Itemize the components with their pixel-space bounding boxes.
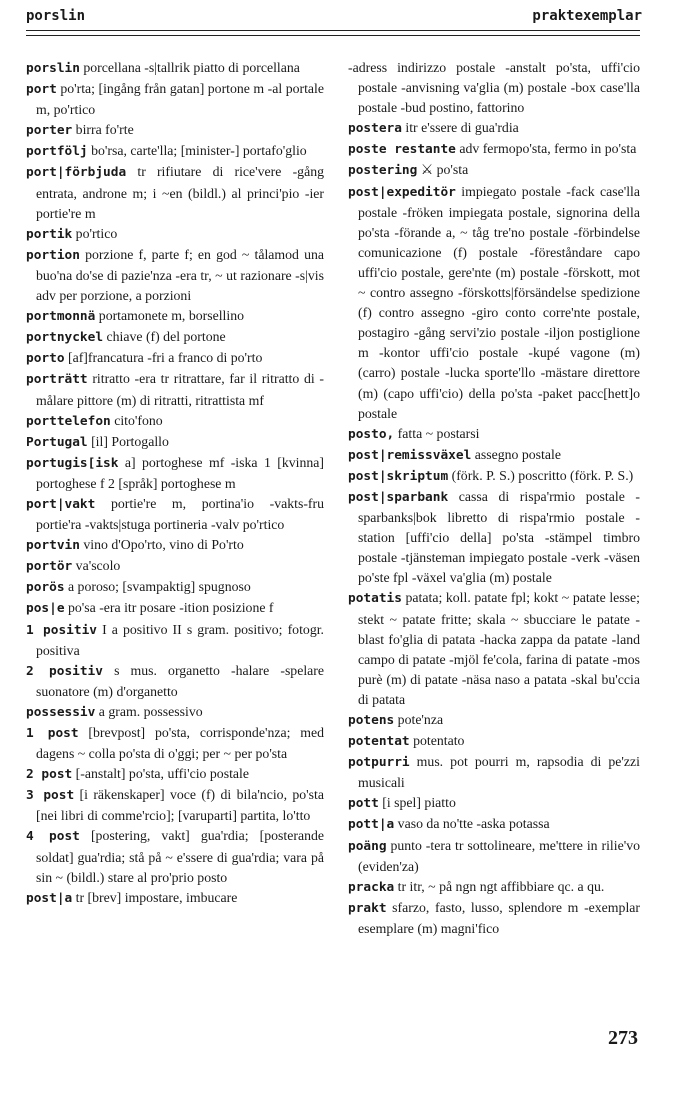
entry-headword: Portugal	[26, 434, 88, 450]
dictionary-entry	[348, 752, 640, 793]
entry-headword: portion	[26, 247, 80, 263]
entry-headword: poste restante	[348, 142, 456, 158]
entry-definition: [brevpost] po'sta, corrisponde'nza; med dagens ~ colla po'sta di o'ggi; per ~ per po'sta	[36, 725, 324, 762]
dictionary-entry	[348, 898, 640, 939]
entry-definition: mus. pot pourri m, rapsodia di pe'zzi musicali	[358, 754, 640, 791]
entry-definition: tr rifiutare di rice'vere -gång entrata, androne m; i ~en (bildl.) al princi'pio -ier portie're m	[36, 164, 324, 221]
entry-definition: [postering, vakt] gua'rdia; [posterande soldat] gua'rdia; stå på ~ e'ssere di gua'rdia; vara på sin ~ (bildl.) stare al pro'prio posto	[36, 828, 324, 885]
dictionary-entry	[26, 369, 324, 410]
entry-definition: s mus. organetto -halare -spelare suonatore (m) d'organetto	[36, 662, 325, 699]
entry-definition: [-anstalt] po'sta, uffi'cio postale	[72, 766, 249, 782]
dictionary-entry	[348, 710, 640, 731]
entry-headword: porto	[26, 351, 65, 367]
entry-definition: porzione f, parte f; en god ~ tålamod una buo'na do'se di pazie'nza -era tr, ~ ut razionare -s|vis adv per porzione, a porzioni	[36, 246, 324, 304]
dictionary-entry	[26, 723, 324, 764]
dictionary-entry	[26, 661, 324, 702]
entry-headword: postering	[348, 163, 418, 179]
dictionary-entry	[348, 836, 640, 877]
dictionary-entry	[348, 118, 640, 139]
entry-headword: post|sparbank	[348, 489, 449, 505]
dictionary-entry	[348, 877, 640, 898]
entry-definition: bo'rsa, carte'lla; [minister-] portafo'glio	[87, 143, 307, 159]
entry-headword: portfölj	[26, 144, 88, 160]
dictionary-entry	[26, 620, 324, 661]
entry-headword: portör	[26, 559, 73, 575]
left-column	[26, 58, 324, 909]
dictionary-entry	[26, 432, 324, 453]
entry-headword: porttelefon	[26, 413, 111, 429]
entry-headword: port	[26, 82, 57, 98]
dictionary-entry	[26, 598, 324, 619]
dictionary-entry	[26, 245, 324, 306]
dictionary-entry	[26, 348, 324, 369]
dictionary-entry	[26, 826, 324, 887]
entry-headword: post|a	[26, 890, 73, 906]
dictionary-entry	[26, 162, 324, 223]
entry-headword: 2 post	[26, 767, 73, 783]
entry-definition: porcellana -s|tallrik piatto di porcellana	[79, 60, 300, 75]
dictionary-entry	[26, 888, 324, 909]
entry-headword: 1 post	[26, 726, 79, 741]
entry-headword: porter	[26, 123, 73, 139]
entry-definition: punto -tera tr sottolineare, me'ttere in rilie'vo (eviden'za)	[358, 837, 640, 874]
entry-headword: pott	[348, 796, 379, 812]
entry-definition: patata; koll. patate fpl; kokt ~ patate lesse; stekt ~ patate fritte; skala ~ sbucciare le patate -blast fo'glia di patata -hacka zappa da patate -land campo di patate -mjöl fe'cola, farina di patate -mos purè (m) di patate -näsa naso a patata -skal bu'ccia di patata	[358, 590, 640, 707]
dictionary-entry	[26, 556, 324, 577]
entry-definition: po'rta; [ingång från gatan] portone m -al portale m, po'rtico	[36, 81, 324, 118]
dictionary-entry	[26, 453, 324, 494]
entry-definition: a gram. possessivo	[95, 703, 203, 719]
dictionary-entry	[26, 494, 324, 535]
entry-headword: possessiv	[26, 704, 96, 720]
entry-definition: fatta ~ postarsi	[394, 425, 480, 441]
entry-definition: itr e'ssere di gua'rdia	[401, 120, 519, 136]
entry-headword: portugis[isk	[26, 455, 119, 471]
entry-definition: [il] Portogallo	[87, 433, 169, 449]
right-column	[348, 58, 640, 939]
entry-definition: cito'fono	[110, 412, 163, 428]
entry-definition: sfarzo, fasto, lusso, splendore m -exemplar esemplare (m) magni'fico	[358, 899, 640, 936]
entry-definition: impiegato postale -fack case'lla postale -fröken impiegata postale, signorina della po'sta -förande a, ~ tåg tre'no postale -förbindelse comunicazione (f) postale -föreståndare capo uffi'cio postale, gere'nte (m) postale -förskott, mot ~ contro assegno -förskotts|försändelse spedizione (f) contro assegno -giro conto corre'nte postale, postagiro -gång servi'zio postale -iljon postiglione m -kontor uffi'cio postale -kupé vagone (m) (carro) postale -lucka sporte'llo -mästare direttore (m) (capo uffi'cio) della po'sta -paket pacc[hett]o postale	[358, 183, 640, 421]
entry-definition: [i spel] piatto	[378, 795, 456, 811]
entry-headword: post|expeditör	[348, 184, 456, 200]
entry-headword: poäng	[348, 838, 387, 854]
entry-definition: I a positivo II s gram. positivo; fotogr. positiva	[36, 621, 324, 658]
entry-headword: postera	[348, 121, 402, 137]
dictionary-entry	[26, 535, 324, 556]
entry-definition: portamonete m, borsellino	[95, 308, 245, 324]
entry-headword: potatis	[348, 591, 402, 607]
entry-headword: potentat	[348, 734, 410, 750]
entry-headword: portvin	[26, 538, 80, 554]
entry-headword: 2 positiv	[26, 663, 103, 679]
entry-headword: post|remissväxel	[348, 447, 472, 463]
dictionary-entry	[26, 411, 324, 432]
entry-headword: pos|e	[26, 601, 65, 617]
dictionary-entry	[26, 577, 324, 598]
entry-definition: adv fermopo'sta, fermo in po'sta	[455, 141, 637, 157]
header-rule	[26, 30, 640, 31]
entry-definition: ritratto -era tr ritrattare, far il ritratto di -målare pittore (m) di ritratti, ritrattista mf	[36, 371, 324, 408]
entry-definition: a poroso; [svampaktig] spugnoso	[64, 579, 251, 595]
dictionary-entry	[348, 182, 640, 424]
dictionary-entry	[26, 79, 324, 120]
entry-definition: tr [brev] impostare, imbucare	[72, 889, 238, 905]
page-number: 273	[608, 1027, 638, 1049]
entry-headword: port|vakt	[26, 496, 96, 512]
dictionary-entry	[348, 160, 640, 181]
entry-definition: vaso da no'tte -aska potassa	[394, 816, 550, 832]
entry-definition: (förk. P. S.) poscritto (förk. P. S.)	[448, 467, 634, 483]
dictionary-entry	[348, 588, 640, 710]
dictionary-entry	[26, 224, 324, 245]
entry-definition: cassa di rispa'rmio postale -sparbanks|bok libretto di rispa'rmio postale -station [uffi'cio della] po'sta -stämpel timbro postale -tjänsteman impiegato postale -verk -väsen po'ste fpl -växel va'glia (m) postale	[358, 488, 640, 586]
dictionary-entry	[26, 764, 324, 785]
dictionary-entry	[26, 702, 324, 723]
entry-definition: chiave (f) del portone	[103, 329, 226, 345]
dictionary-entry	[348, 445, 640, 466]
entry-definition: va'scolo	[72, 558, 121, 574]
dictionary-entry	[348, 466, 640, 487]
dictionary-entry	[348, 814, 640, 835]
header-rule-double	[26, 35, 640, 36]
dictionary-entry	[348, 487, 640, 588]
dictionary-entry	[348, 793, 640, 814]
dictionary-entry	[348, 139, 640, 160]
entry-definition: pote'nza	[394, 712, 444, 727]
entry-headword: pott|a	[348, 817, 395, 833]
entry-headword: porträtt	[26, 372, 88, 388]
left-guide-word: porslin	[26, 8, 86, 24]
entry-definition: [af]francatura -fri a franco di po'rto	[64, 350, 263, 366]
entry-headword: post|skriptum	[348, 468, 449, 484]
entry-headword: potens	[348, 713, 395, 728]
entry-definition: tr itr, ~ på ngn ngt affibbiare qc. a qu.	[394, 878, 605, 894]
entry-headword: posto,	[348, 426, 395, 442]
dictionary-entry	[348, 424, 640, 445]
right-guide-word: praktexemplar	[532, 8, 642, 24]
dictionary-entry	[26, 120, 324, 141]
entry-headword: portnyckel	[26, 330, 104, 346]
entry-headword: porös	[26, 580, 65, 596]
entry-headword: 3 post	[26, 788, 75, 804]
entry-headword: portmonnä	[26, 309, 96, 325]
entry-definition: po'rtico	[72, 225, 118, 241]
entry-definition: potentato	[409, 733, 465, 749]
entry-headword: porslin	[26, 61, 80, 76]
entry-headword: pracka	[348, 879, 395, 895]
dictionary-entry	[348, 731, 640, 752]
dictionary-entry	[26, 141, 324, 162]
entry-headword: portik	[26, 226, 73, 242]
entry-definition: ⚔ po'sta	[417, 162, 469, 178]
entry-definition: assegno postale	[471, 446, 561, 462]
entry-definition: birra fo'rte	[72, 122, 134, 138]
entry-definition: -adress indirizzo postale -anstalt po'sta, uffi'cio postale -anvisning va'glia (m) postale -box case'lla postale -bud postino, fattorino	[348, 60, 640, 116]
dictionary-entry	[26, 327, 324, 348]
entry-definition: po'sa -era itr posare -ition posizione f	[64, 600, 274, 616]
entry-headword: 1 positiv	[26, 622, 97, 638]
entry-definition: a] portoghese mf -iska 1 [kvinna] portoghese f 2 [språk] portoghese m	[36, 454, 324, 491]
entry-headword: 4 post	[26, 829, 80, 845]
entry-definition: vino d'Opo'rto, vino di Po'rto	[79, 537, 244, 553]
entry-headword: port|förbjuda	[26, 165, 127, 181]
dictionary-entry	[26, 306, 324, 327]
dictionary-entry	[26, 58, 324, 79]
entry-headword: prakt	[348, 900, 387, 916]
dictionary-entry	[348, 58, 640, 118]
entry-definition: [i räkenskaper] voce (f) di bila'ncio, po'sta [nei libri di comme'rcio]; [varuparti] partita, lo'tto	[36, 787, 324, 824]
entry-definition: portie're m, portina'io -vakts-fru portie'ra -vakts|stuga portineria -valv po'rtico	[36, 495, 324, 533]
entry-headword: potpurri	[348, 755, 410, 771]
dictionary-entry	[26, 785, 324, 826]
